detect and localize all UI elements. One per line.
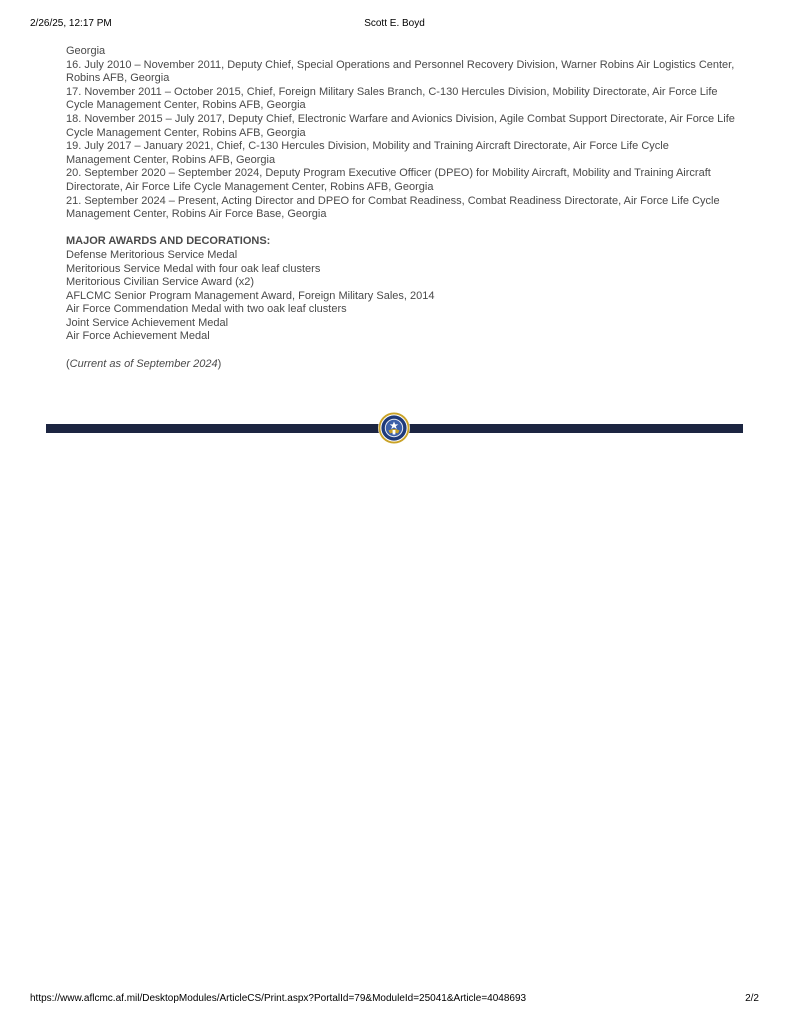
career-item: 18. November 2015 – July 2017, Deputy Chief, Electronic Warfare and Avionics Division, Agile Combat Support Directorate, Air Force Life Cycle Management Center, Robins AFB, Georgia [66, 112, 735, 139]
career-item: Georgia [66, 45, 106, 57]
print-page-number: 2/2 [745, 993, 759, 1004]
award-item: Meritorious Civilian Service Award (x2) [66, 276, 255, 289]
current-as-of-open: ( [66, 357, 70, 370]
print-page-title: Scott E. Boyd [364, 18, 425, 29]
print-url: https://www.aflcmc.af.mil/DesktopModules/ArticleCS/Print.aspx?PortalId=79&ModuleId=25041&Article=4048693 [30, 993, 527, 1004]
award-item: Joint Service Achievement Medal [66, 316, 229, 329]
biography-content [66, 45, 736, 371]
award-item: Defense Meritorious Service Medal [66, 248, 238, 261]
award-item: Meritorious Service Medal with four oak leaf clusters [66, 262, 321, 275]
print-footer [0, 993, 789, 1007]
career-item: 20. September 2020 – September 2024, Deputy Program Executive Officer (DPEO) for Mobility Aircraft, Mobility and Training Aircraft Directorate, Air Force Life Cycle Management Center, Robins AFB, Georgia [66, 167, 711, 193]
print-datetime: 2/26/25, 12:17 PM [30, 18, 112, 29]
career-list [66, 45, 736, 222]
awards-list [66, 249, 736, 344]
award-item: Air Force Commendation Medal with two oak leaf clusters [66, 303, 347, 316]
award-item: AFLCMC Senior Program Management Award, Foreign Military Sales, 2014 [66, 289, 435, 302]
current-as-of-text: Current as of September 2024 [69, 357, 218, 370]
current-as-of-close: ) [217, 357, 222, 370]
career-item: 17. November 2011 – October 2015, Chief, Foreign Military Sales Branch, C-130 Hercules Division, Mobility Directorate, Air Force Life Cycle Management Center, Robins AFB, Georgia [66, 85, 718, 112]
awards-heading: MAJOR AWARDS AND DECORATIONS: [66, 235, 271, 248]
career-item: 19. July 2017 – January 2021, Chief, C-130 Hercules Division, Mobility and Training Aircraft Directorate, Air Force Life Cycle Management Center, Robins AFB, Georgia [66, 140, 669, 166]
award-item: Air Force Achievement Medal [66, 330, 210, 343]
career-item: 21. September 2024 – Present, Acting Director and DPEO for Combat Readiness, Combat Readiness Directorate, Air Force Life Cycle Management Center, Robins Air Force Base, Georgia [66, 194, 720, 221]
print-header [0, 18, 789, 32]
air-force-seal-icon [378, 412, 410, 444]
career-item: 16. July 2010 – November 2011, Deputy Chief, Special Operations and Personnel Recovery Division, Warner Robins Air Logistics Center, Robins AFB, Georgia [66, 58, 735, 85]
current-as-of [66, 358, 736, 372]
